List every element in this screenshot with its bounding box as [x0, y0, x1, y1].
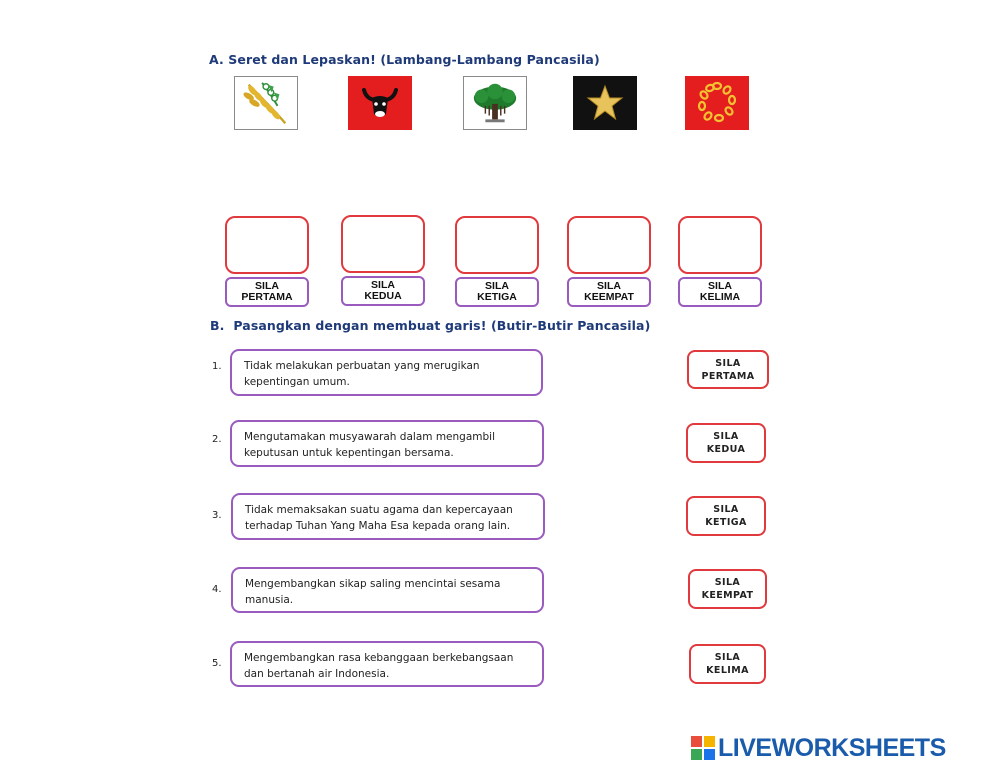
row-number: 1.	[212, 361, 222, 372]
label-sila-ketiga: SILA KETIGA	[455, 277, 539, 307]
drop-zone-sila-4[interactable]	[567, 216, 651, 274]
section-b-title: B. Pasangkan dengan membuat garis! (Butir-Butir Pancasila)	[210, 318, 651, 333]
label-sila-pertama: SILA PERTAMA	[225, 277, 309, 307]
drop-zone-sila-1[interactable]	[225, 216, 309, 274]
kepala-banteng-icon	[348, 76, 412, 130]
match-target-sila-ketiga[interactable]: SILA KETIGA	[686, 496, 766, 536]
liveworksheets-wordmark: LIVEWORKSHEETS	[718, 733, 946, 762]
statement-1[interactable]: Tidak melakukan perbuatan yang merugikan kepentingan umum.	[230, 349, 543, 396]
label-sila-kelima: SILA KELIMA	[678, 277, 762, 307]
statement-4[interactable]: Mengembangkan sikap saling mencintai sesama manusia.	[231, 567, 544, 613]
match-target-sila-kelima[interactable]: SILA KELIMA	[689, 644, 766, 684]
emblem-pohon-beringin[interactable]	[463, 76, 527, 130]
row-number: 5.	[212, 658, 222, 669]
drop-zone-sila-3[interactable]	[455, 216, 539, 274]
label-sila-kedua: SILA KEDUA	[341, 276, 425, 306]
statement-2[interactable]: Mengutamakan musyawarah dalam mengambil keputusan untuk kepentingan bersama.	[230, 420, 544, 467]
liveworksheets-badge-icon	[691, 736, 715, 760]
liveworksheets-logo	[691, 733, 946, 763]
emblem-rantai[interactable]	[685, 76, 749, 130]
statement-3[interactable]: Tidak memaksakan suatu agama dan kepercayaan terhadap Tuhan Yang Maha Esa kepada orang lain.	[231, 493, 545, 540]
match-target-sila-pertama[interactable]: SILA PERTAMA	[687, 350, 769, 389]
label-sila-keempat: SILA KEEMPAT	[567, 277, 651, 307]
padi-kapas-icon	[235, 77, 297, 129]
section-a-title: A. Seret dan Lepaskan! (Lambang-Lambang Pancasila)	[209, 52, 600, 67]
emblem-kepala-banteng[interactable]	[348, 76, 412, 130]
drop-zone-sila-2[interactable]	[341, 215, 425, 273]
row-number: 4.	[212, 584, 222, 595]
match-target-sila-keempat[interactable]: SILA KEEMPAT	[688, 569, 767, 609]
rantai-icon	[685, 76, 749, 130]
drop-zone-sila-5[interactable]	[678, 216, 762, 274]
row-number: 2.	[212, 434, 222, 445]
emblem-padi-kapas[interactable]	[234, 76, 298, 130]
bintang-icon	[573, 76, 637, 130]
match-target-sila-kedua[interactable]: SILA KEDUA	[686, 423, 766, 463]
row-number: 3.	[212, 510, 222, 521]
statement-5[interactable]: Mengembangkan rasa kebanggaan berkebangsaan dan bertanah air Indonesia.	[230, 641, 544, 687]
pohon-beringin-icon	[464, 77, 526, 129]
emblem-bintang[interactable]	[573, 76, 637, 130]
